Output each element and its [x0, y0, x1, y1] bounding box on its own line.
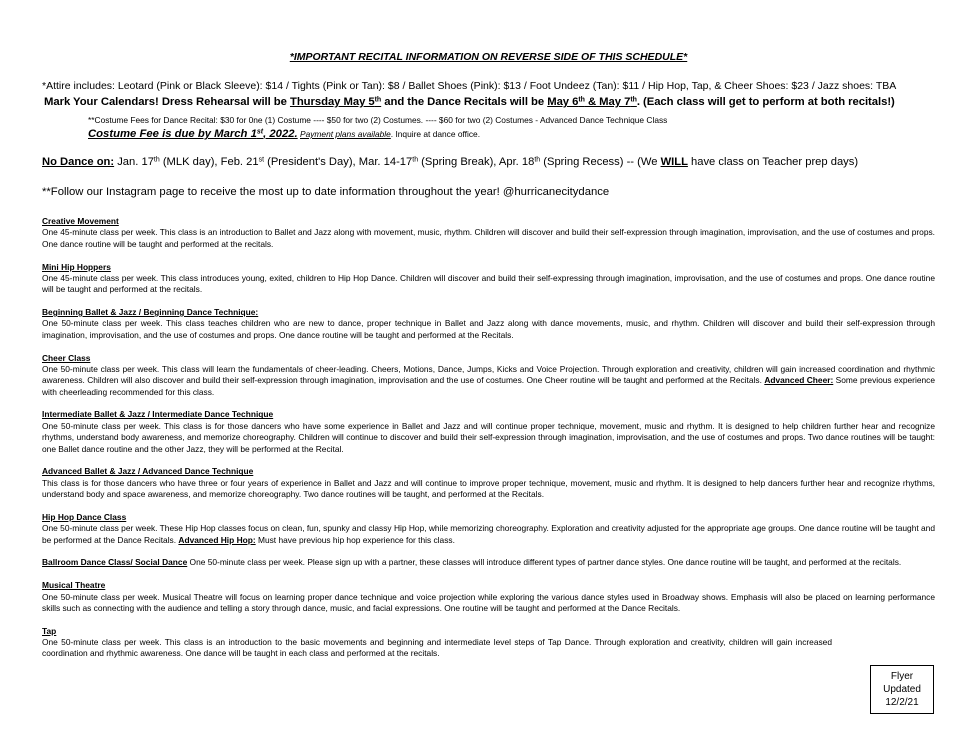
class-title: Creative Movement — [42, 216, 119, 226]
class-intermediate-ballet-jazz — [42, 409, 935, 455]
class-description: One 50-minute class per week. Please sign up with a partner, these classes will introduce different types of partner dance styles. One dance routine will be taught, and performed at the recitals. — [187, 557, 902, 568]
class-title: Intermediate Ballet & Jazz / Intermediate Dance Technique — [42, 409, 274, 420]
no-dance-line: No Dance on: Jan. 17th (MLK day), Feb. 21st (President's Day), Mar. 14-17th (Spring Break), Apr. 18th (Spring Recess) -- (We WILL have class on Teacher prep days) — [42, 156, 859, 168]
class-beginning-ballet-jazz — [42, 307, 935, 341]
advanced-hip-hop-text: Must have previous hip hop experience for this class. — [255, 534, 455, 545]
important-notice: *IMPORTANT RECITAL INFORMATION ON REVERSE SIDE OF THIS SCHEDULE* — [289, 51, 688, 63]
class-title: Mini Hip Hoppers — [42, 261, 111, 272]
class-musical-theatre — [42, 580, 935, 614]
costume-fees: **Costume Fees for Dance Recital: $30 for 0ne (1) Costume ---- $50 for two (2) Costumes. ---- $60 for two (2) Costumes - Advanced Dance Technique Class — [88, 115, 668, 125]
class-description: This class is for those dancers who have three or four years of experience in Ballet and Jazz and will continue to improve proper technique, movement, music and rhythm. It is designed to help dancers further hear and recognize rhythms, understand body and space awareness, and memorize choreography. Two dance routines will be taught, and performed at the Recitals. — [42, 477, 935, 500]
class-description: One 50-minute class per week. These Hip Hop classes focus on clean, fun, spunky and classy Hip Hop, while memorizing choreography. Exploration and creativity adjusted for the appropriate age groups. One dance routine will be taught and be performed at the Dance Recitals. — [42, 523, 935, 545]
advanced-cheer-label: Advanced Cheer: — [764, 375, 834, 386]
class-list — [42, 216, 935, 671]
class-description: One 50-minute class per week. This class is for those dancers who have some experience in Ballet and Jazz and will continue proper technique, movement, music and rhythm. It is designed to help children further hear and recognize rhythms, understand body awareness, and memorize choreography. Children will continue to discover and build their self-expression through imagination, improvisation, and the use of costumes and props. Two dance routines will be taught: one Ballet dance routine and the other Jazz, they will be performed at the Recital. — [42, 420, 935, 454]
inquire-text: . Inquire at dance office. — [390, 129, 481, 139]
class-description: One 50-minute class per week. This class teaches children who are new to dance, proper technique in Ballet and Jazz along with dance movements, music, and rhythm. Children will discover and build their self-expression through imagination, improvisation, and the use of costumes and props. One dance routine will be taught and performed at the Recitals. — [42, 318, 935, 340]
flyer-updated-box — [870, 665, 934, 714]
calendar-line — [44, 96, 895, 108]
will-emphasis: WILL — [660, 156, 688, 168]
class-mini-hip-hoppers — [42, 262, 935, 296]
class-creative-movement — [42, 216, 935, 250]
class-description: One 50-minute class per week. This class will learn the fundamentals of cheer-leading. Cheers, Motions, Dance, Jumps, Kicks and Voice Projection. Through exploration and creativity, children will gain increased coordination and rhythmic awareness. Children will also discover and build their self-expression through imagination, improvisation and the use of costumes. One Cheer routine will be taught and performed at the Recitals. — [42, 363, 935, 386]
calendar-prefix: Mark Your Calendars! Dress Rehearsal will be — [44, 96, 290, 108]
class-description: One 45-minute class per week. This class is an introduction to Ballet and Jazz along with movement, music, rhythm. Children will discover and build their self-expression through imagination, improvisation, and the use of costumes and props. One dance routine will be taught and performed at the recitals. — [42, 227, 935, 249]
class-cheer — [42, 353, 935, 399]
calendar-middle: and the Dance Recitals will be — [381, 96, 548, 108]
class-hip-hop — [42, 512, 935, 546]
recital-dates: May 6th & May 7th — [547, 96, 637, 108]
class-title: Ballroom Dance Class/ Social Dance — [42, 557, 188, 568]
costume-due-date: Costume Fee is due by March 1st, 2022. — [88, 128, 298, 140]
class-title: Hip Hop Dance Class — [42, 511, 127, 522]
no-dance-label: No Dance on: — [42, 156, 115, 168]
class-description: One 50-minute class per week. This class is an introduction to the basic movements and beginning and intermediate level steps of Tap Dance. Through exploration and creativity, children will gain increased coordination and rhythmic awareness. One dance will be taught in each class and performed at the recitals. — [42, 637, 832, 659]
class-title: Musical Theatre — [42, 580, 106, 591]
attire-line: *Attire includes: Leotard (Pink or Black Sleeve): $14 / Tights (Pink or Tan): $8 / Ballet Shoes (Pink): $13 / Foot Undeez (Tan): $11 / Hip Hop, Tap, & Cheer Shoes: $23 / Jazz shoes: TBA — [42, 80, 897, 92]
updated-label: Updated — [883, 684, 921, 695]
advanced-cheer-text: Some previous experience with cheerleading recommended for this class. — [42, 375, 935, 397]
calendar-suffix: . (Each class will get to perform at both recitals!) — [636, 96, 895, 108]
class-title: Tap — [42, 625, 57, 636]
class-description: One 50-minute class per week. Musical Theatre will focus on learning proper dance technique and voice projection while exploring the various dance styles used in Broadway shows. Emphasis will also be placed on learning performance skills such as connecting with the audience and telling a story through dance, music, and facial expressions. One routine will be taught and performed at the Dance Recitals. — [42, 591, 935, 613]
class-tap — [42, 626, 832, 660]
class-title: Advanced Ballet & Jazz / Advanced Dance Technique — [42, 466, 254, 477]
class-advanced-ballet-jazz — [42, 466, 935, 500]
rehearsal-date: Thursday May 5th — [289, 96, 382, 108]
costume-due-line — [88, 128, 480, 140]
updated-date: 12/2/21 — [885, 697, 919, 708]
flyer-label: Flyer — [890, 671, 914, 682]
advanced-hip-hop-label: Advanced Hip Hop: — [178, 534, 256, 545]
class-ballroom — [42, 557, 935, 568]
class-description: One 45-minute class per week. This class introduces young, exited, children to Hip Hop Dance. Children will discover and build their self-expressing through imagination, improvisation, and the use of costumes and props. One dance routine will be taught and performed at the recitals. — [42, 272, 935, 295]
instagram-line: **Follow our Instagram page to receive the most up to date information throughout the year! @hurricanecitydance — [42, 186, 610, 198]
class-title: Beginning Ballet & Jazz / Beginning Dance Technique: — [42, 307, 259, 318]
class-title: Cheer Class — [42, 352, 91, 363]
payment-plans: Payment plans available — [300, 129, 391, 139]
